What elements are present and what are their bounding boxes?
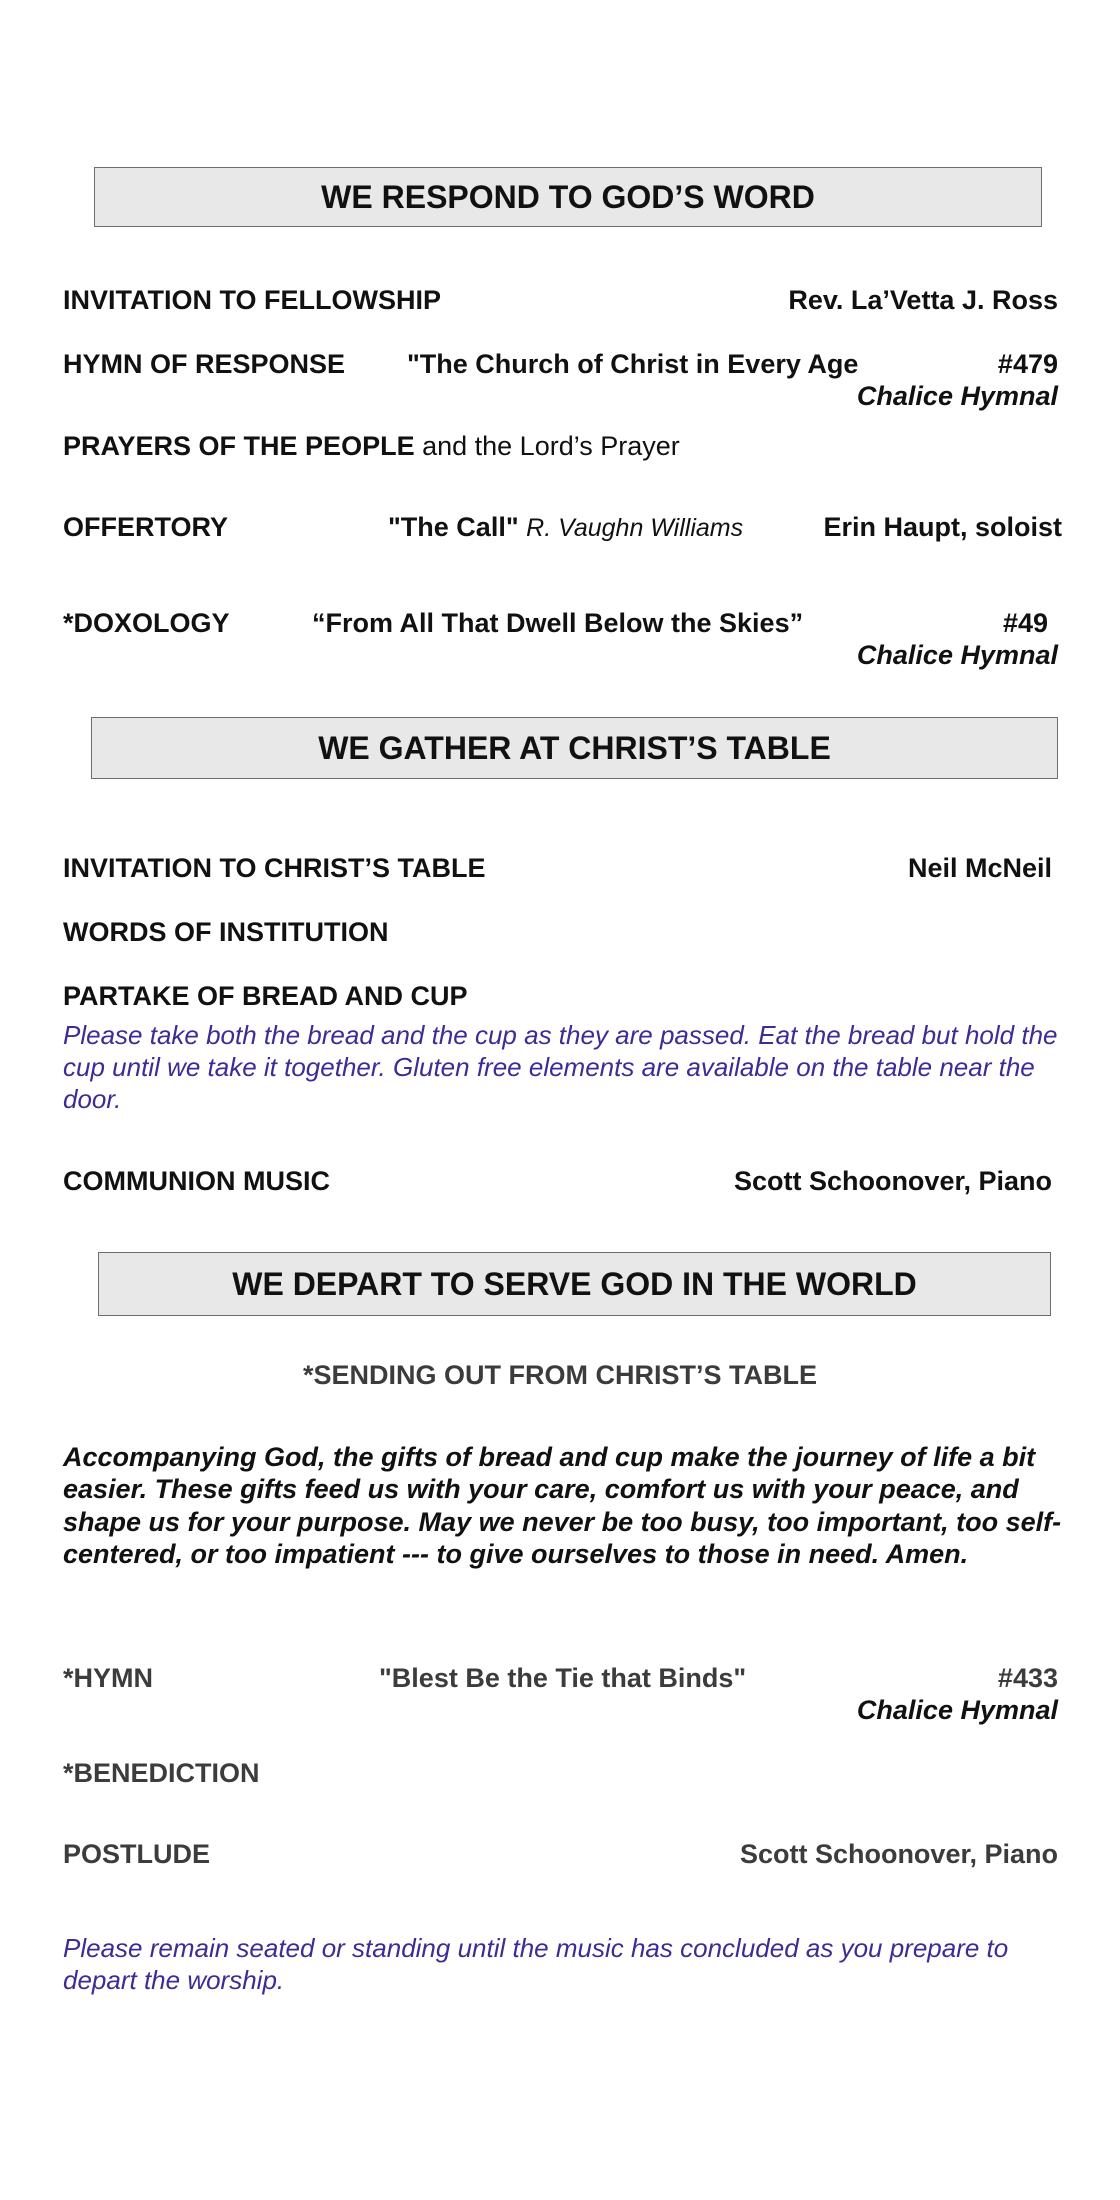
postlude-label: POSTLUDE [63,1839,211,1869]
prayers-rest: and the Lord’s Prayer [414,431,680,461]
offertory-piece [388,511,743,543]
invitation-fellowship-label: INVITATION TO FELLOWSHIP [63,285,441,315]
section-title: WE GATHER AT CHRIST’S TABLE [318,729,831,766]
communion-music-label: COMMUNION MUSIC [63,1166,330,1196]
invitation-fellowship-leader: Rev. La’Vetta J. Ross [788,285,1058,315]
sending-prayer: Accompanying God, the gifts of bread and cup make the journey of life a bit easier. These gifts feed us with your care, comfort us with your peace, and shape us for your purpose. May we never be too busy, too important, too self-centered, or too impatient --- to give ourselves to those in need. Amen. [63,1442,1062,1570]
prayers-of-the-people [63,430,680,462]
hymn-response-label: HYMN OF RESPONSE [63,349,346,379]
invitation-table-label: INVITATION TO CHRIST’S TABLE [63,853,486,883]
offertory-composer: R. Vaughn Williams [526,514,744,542]
postlude-performer: Scott Schoonover, Piano [739,1839,1058,1869]
hymn-response-title: "The Church of Christ in Every Age [407,349,859,379]
section-banner-respond [94,167,1042,227]
closing-hymn-number: #433 [997,1663,1058,1693]
closing-hymn-book: Chalice Hymnal [856,1695,1058,1725]
doxology-book: Chalice Hymnal [856,640,1058,670]
benediction-label: *BENEDICTION [63,1758,260,1788]
hymn-response-book: Chalice Hymnal [856,381,1058,411]
partake-note: Please take both the bread and the cup as they are passed. Eat the bread but hold the cup until we take it together. Gluten free elements are available on the table near the door. [63,1020,1058,1115]
closing-note: Please remain seated or standing until the music has concluded as you prepare to depart the worship. [63,1933,1009,1996]
sending-heading: *SENDING OUT FROM CHRIST’S TABLE [302,1360,817,1390]
offertory-soloist: Erin Haupt, soloist [823,512,1062,542]
prayers-label: PRAYERS OF THE PEOPLE [63,431,415,461]
communion-music-performer: Scott Schoonover, Piano [733,1166,1052,1196]
closing-hymn-title: "Blest Be the Tie that Binds" [379,1663,747,1693]
section-banner-depart [98,1252,1051,1316]
invitation-table-leader: Neil McNeil [907,853,1052,883]
closing-hymn-label: *HYMN [63,1663,154,1693]
section-title: WE RESPOND TO GOD’S WORD [321,178,815,215]
offertory-label: OFFERTORY [63,512,229,542]
doxology-label: *DOXOLOGY [63,608,230,638]
words-of-institution-label: WORDS OF INSTITUTION [63,917,389,947]
section-banner-gather [91,717,1058,779]
doxology-number: #49 [1002,608,1048,638]
section-title: WE DEPART TO SERVE GOD IN THE WORLD [232,1265,917,1302]
hymn-response-number: #479 [997,349,1058,379]
doxology-title: “From All That Dwell Below the Skies” [312,608,804,638]
partake-label: PARTAKE OF BREAD AND CUP [63,981,468,1011]
offertory-title: "The Call" [388,512,519,542]
